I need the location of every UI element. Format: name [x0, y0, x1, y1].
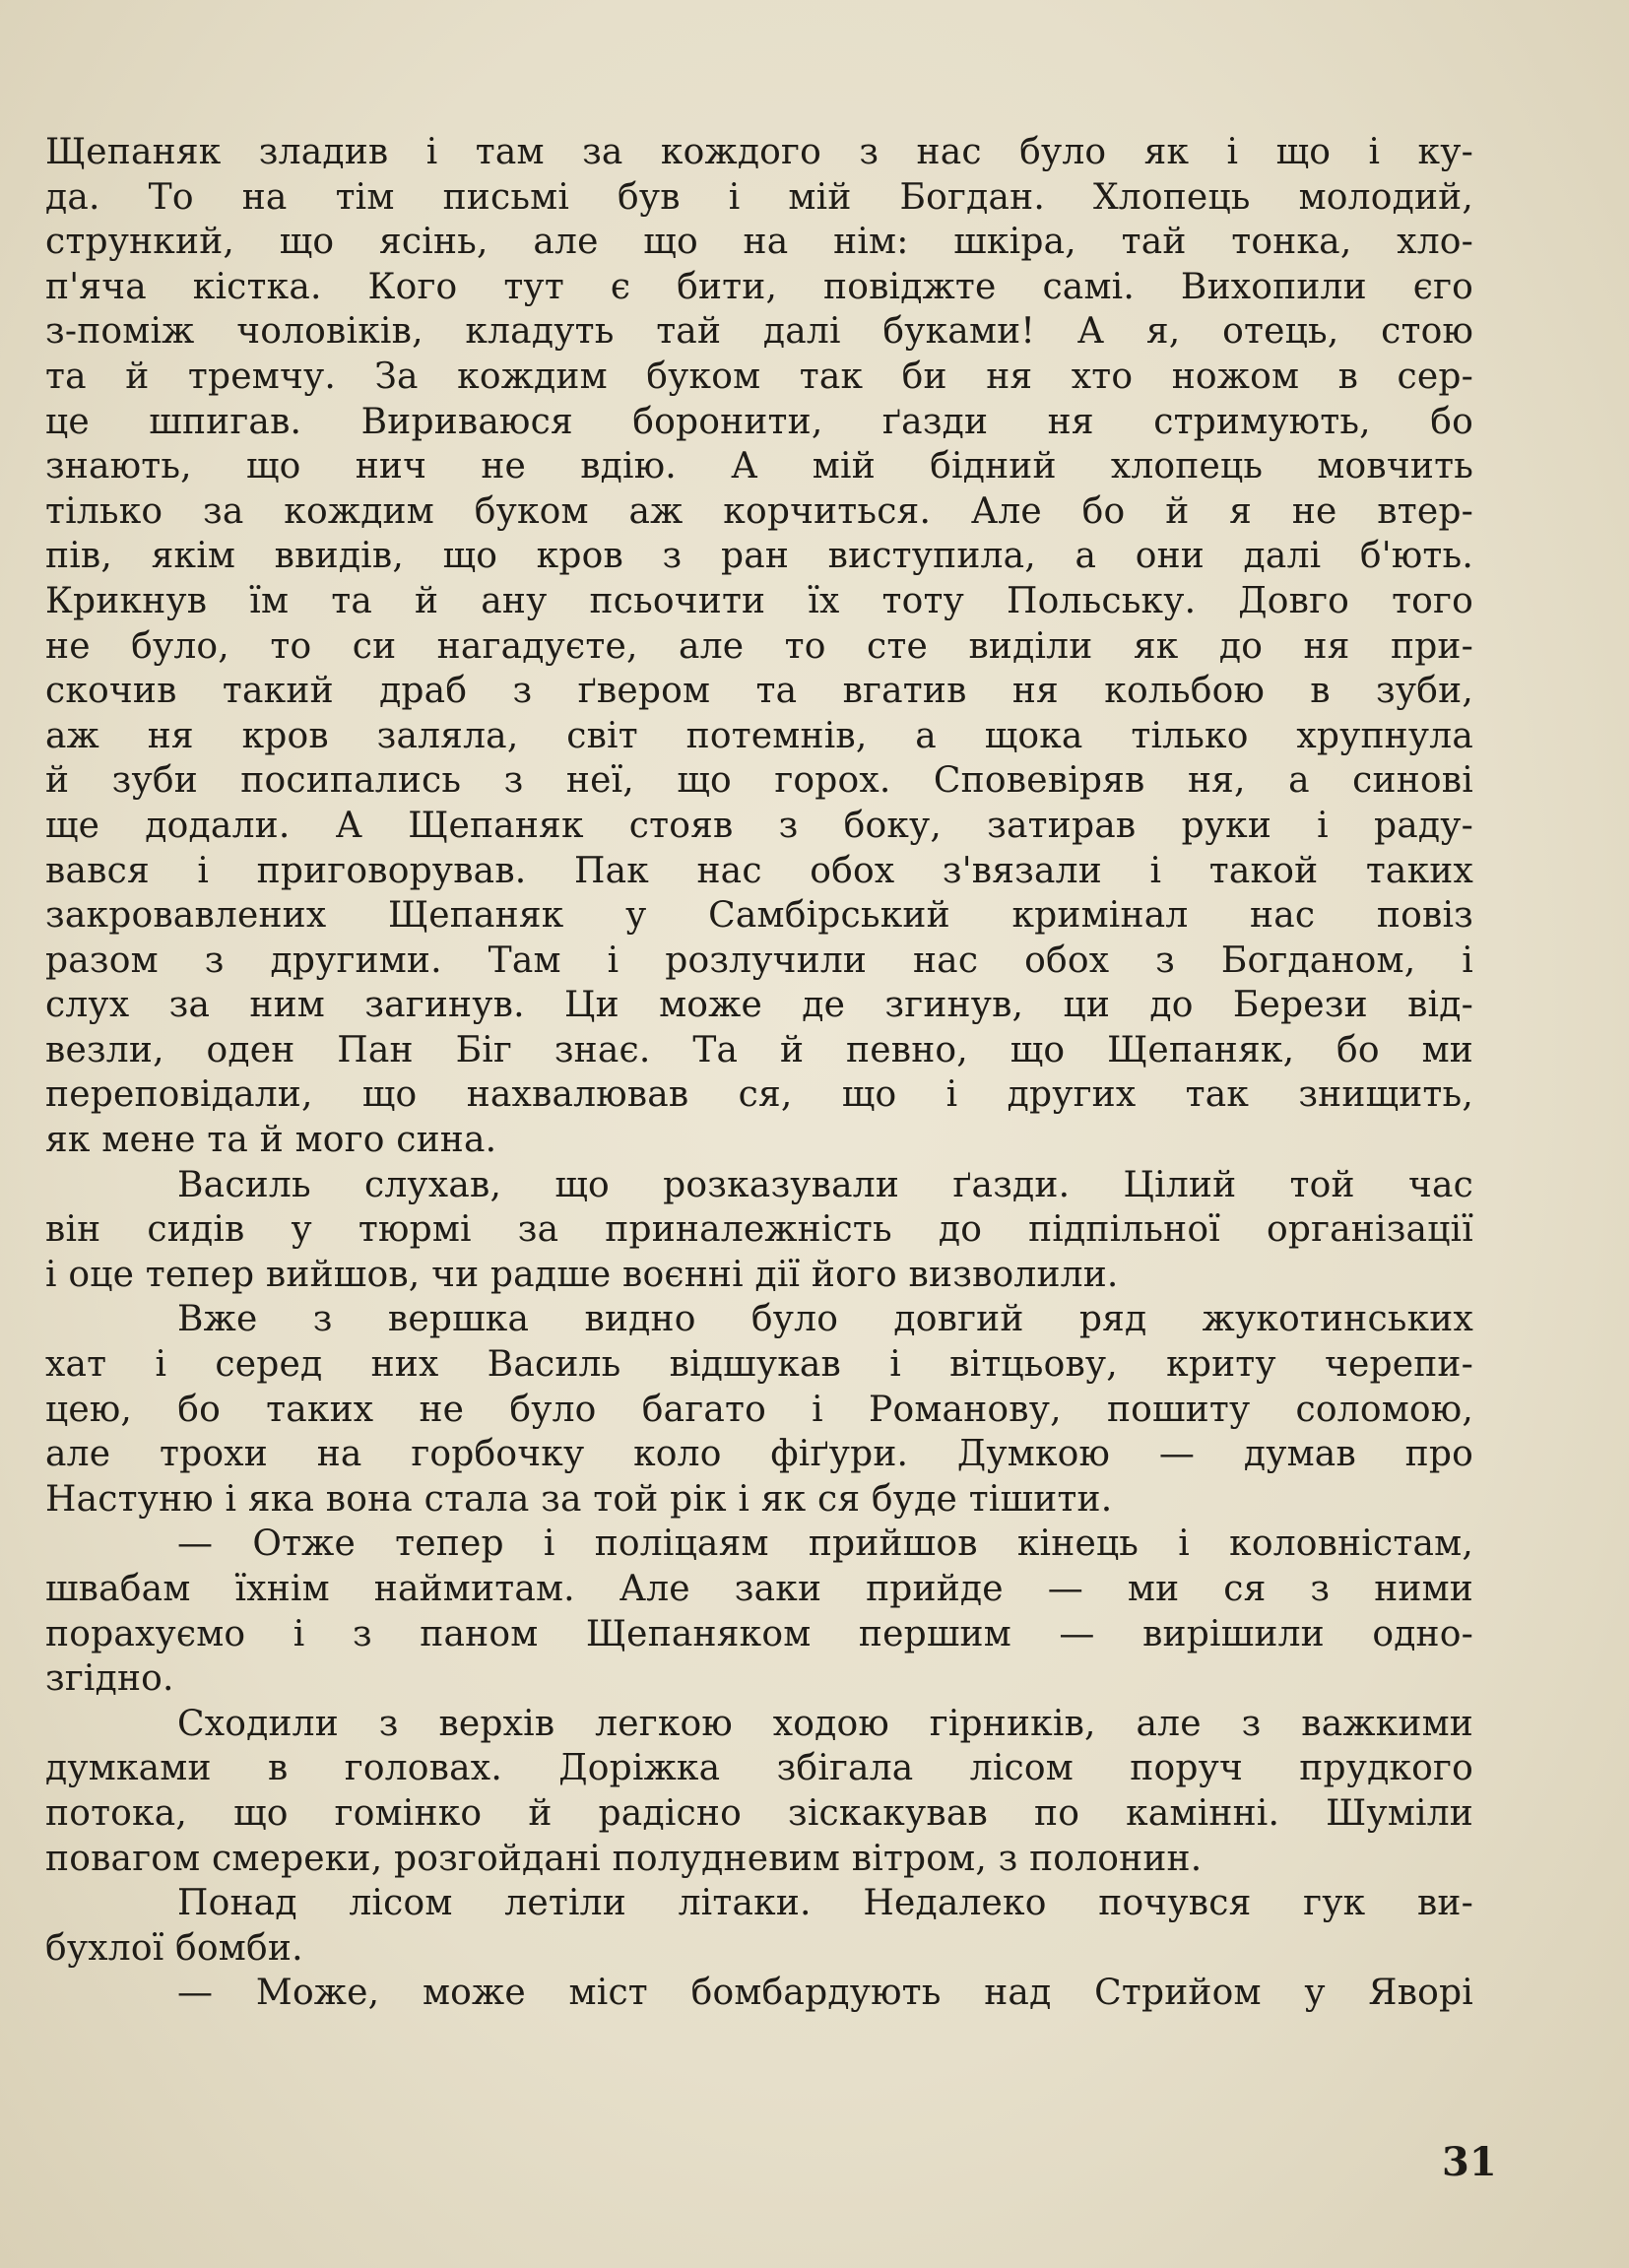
text-line: Щепаняк зладив і там за кождого з нас було як і що і ку- [45, 132, 1473, 172]
text-line: переповідали, що нахвалював ся, що і других так знищить, [45, 1074, 1473, 1116]
text-line: швабам їхнім наймитам. Але заки прийде — ми ся з ними [45, 1569, 1473, 1609]
text-line: стрункий, що ясінь, але що на нім: шкіра, тай тонка, хло- [45, 222, 1473, 263]
text-line: Сходили з верхів легкою ходою гірників, але з важкими [177, 1703, 1473, 1744]
text-line: пів, якім ввидів, що кров з ран виступила, а они далі б'ють. [45, 536, 1473, 577]
text-line: потока, що гомінко й радісно зіскакував по камінні. Шуміли [45, 1792, 1473, 1834]
text-line: повагом смереки, розгойдані полудневим вітром, з полонин. [45, 1838, 1203, 1879]
text-line: він сидів у тюрмі за приналежність до підпільної організації [45, 1209, 1473, 1251]
text-line: згідно. [45, 1658, 174, 1700]
text-line: й зуби посипались з неї, що горох. Сповевіряв ня, а синові [45, 760, 1473, 802]
text-line: думками в головах. Доріжка збігала лісом поруч прудкого [45, 1748, 1473, 1789]
text-line: бухлої бомби. [45, 1927, 303, 1969]
text-line: разом з другими. Там і розлучили нас обох з Богданом, і [45, 940, 1473, 981]
page-number: 31 [1442, 2139, 1497, 2185]
text-line: Крикнув їм та й ану псьочити їх тоту Польську. Довго того [45, 580, 1473, 621]
text-line: це шпигав. Вириваюся боронити, ґазди ня стримують, бо [45, 401, 1473, 442]
text-line: аж ня кров заляла, світ потемнів, а щока тілько хрупнула [45, 715, 1473, 756]
text-line: знають, що нич не вдію. А мій бідний хлопець мовчить [45, 446, 1473, 487]
text-line: п'яча кістка. Кого тут є бити, повіджте самі. Вихопили єго [45, 266, 1473, 307]
text-line: з-поміж чоловіків, кладуть тай далі буками! А я, отець, стою [45, 311, 1473, 353]
text-line: — Отже тепер і поліцаям прийшов кінець і коловністам, [177, 1523, 1473, 1565]
text-line: і оце тепер вийшов, чи радше воєнні дії його визволили. [45, 1254, 1119, 1295]
text-line: везли, оден Пан Біг знає. Та й певно, що Щепаняк, бо ми [45, 1029, 1473, 1070]
text-line: Василь слухав, що розказували ґазди. Цілий той час [177, 1164, 1473, 1205]
text-line: тілько за кождим буком аж корчиться. Але бо й я не втер- [45, 490, 1473, 532]
body-text [45, 130, 1473, 2016]
text-line: не було, то си нагадуєте, але то сте виділи як до ня при- [45, 625, 1473, 667]
text-line: — Може, може міст бомбардують над Стрийом у Яворі [177, 1973, 1473, 2014]
text-line: але трохи на горбочку коло фіґури. Думкою — думав про [45, 1434, 1473, 1475]
text-line: як мене та й мого сина. [45, 1120, 497, 1161]
text-line: слух за ним загинув. Ци може де згинув, ци до Берези від- [45, 985, 1473, 1026]
text-line: Понад лісом летіли літаки. Недалеко почувся гук ви- [177, 1883, 1473, 1924]
text-line: вався і приговорував. Пак нас обох з'вязали і такой таких [45, 850, 1473, 891]
text-line: хат і серед них Василь відшукав і вітцьову, криту черепи- [45, 1344, 1473, 1386]
text-line: цею, бо таких не було багато і Романову, пошиту соломою, [45, 1389, 1473, 1430]
text-line: да. То на тім письмі був і мій Богдан. Хлопець молодий, [45, 176, 1473, 218]
text-line: Вже з вершка видно було довгий ряд жукотинських [177, 1299, 1473, 1340]
text-line: та й тремчу. За кождим буком так би ня хто ножом в сер- [45, 356, 1473, 397]
text-line: скочив такий драб з ґвером та вгатив ня кольбою в зуби, [45, 671, 1473, 712]
text-line: Настуню і яка вона стала за той рік і як ся буде тішити. [45, 1478, 1113, 1520]
text-line: закровавлених Щепаняк у Самбірський кримінал нас повіз [45, 895, 1473, 937]
text-line: ще додали. А Щепаняк стояв з боку, затирав руки і раду- [45, 805, 1473, 846]
text-line: порахуємо і з паном Щепаняком першим — вирішили одно- [45, 1613, 1473, 1654]
